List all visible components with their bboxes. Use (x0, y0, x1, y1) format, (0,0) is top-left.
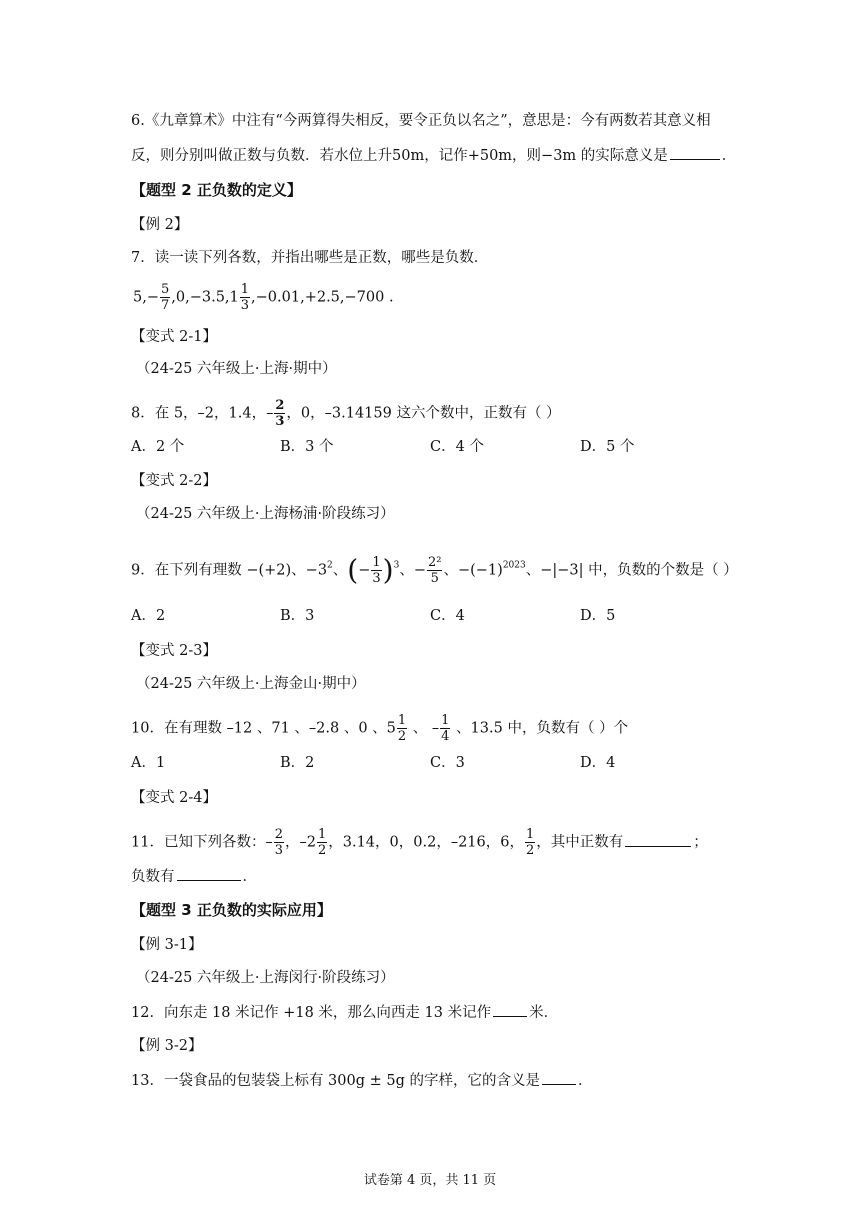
q7-f1-den: 7 (160, 298, 170, 313)
q9-post: 、−|−3| 中，负数的个数是（ ） (525, 562, 738, 579)
q8-option-b[interactable]: B．3 个 (280, 439, 334, 455)
q10-option-c[interactable]: C．3 (430, 755, 465, 771)
q11-positive-blank[interactable] (625, 832, 691, 847)
q9-f1-num: 1 (372, 555, 381, 570)
q10-fraction-2 (440, 713, 450, 744)
q9-f1-den: 3 (372, 571, 381, 586)
q7-seq-a: 5,− (133, 289, 159, 306)
q11-post: ，其中正数有 (536, 834, 624, 851)
q9-fraction-2 (427, 555, 442, 586)
variant-2-3-label: 【变式 2-3】 (131, 643, 217, 659)
q10-f1-num: 1 (397, 713, 407, 728)
q10-option-a[interactable]: A．1 (131, 755, 166, 771)
q9-option-d[interactable]: D．5 (580, 608, 616, 624)
q9-f2-den: 5 (430, 571, 439, 586)
q10-f2-num: 1 (441, 713, 450, 728)
type2-heading: 【题型 2 正负数的定义】 (131, 181, 302, 199)
q11-f2-den: 2 (317, 843, 327, 858)
q10-fraction-1 (397, 713, 407, 744)
q9-f2-num: 2² (427, 555, 442, 570)
q10-f2-den: 4 (441, 729, 450, 744)
variant-2-2-label: 【变式 2-2】 (131, 473, 217, 489)
q8-option-c[interactable]: C．4 个 (430, 439, 484, 455)
q9-left-paren: ( (347, 553, 359, 587)
variant-2-2-source: （24-25 六年级上·上海杨浦·阶段练习） (136, 506, 395, 522)
q8-pre: 8．在 5，–2，1.4，– (131, 405, 274, 422)
q8-f-den: 3 (275, 414, 285, 429)
example-3-1-label: 【例 3-1】 (131, 937, 203, 953)
q9-fraction-1 (371, 555, 381, 586)
q11-f1-num: 2 (274, 827, 283, 842)
q11-f1-den: 3 (274, 843, 283, 858)
q7-seq-c: ,−0.01,+2.5,−700 . (251, 289, 394, 306)
q7-f2-num: 1 (240, 282, 250, 297)
q13-text (131, 1070, 593, 1091)
q13-pre: 13．一袋食品的包装袋上标有 300g ± 5g 的字样，它的含义是 (131, 1073, 541, 1089)
q6-answer-blank[interactable] (670, 145, 720, 160)
q10-option-d[interactable]: D．4 (580, 755, 616, 771)
q10-mid: 、 – (408, 720, 440, 737)
q13-end: ． (578, 1073, 593, 1089)
q7-number-list (133, 282, 394, 313)
q11-negative-blank[interactable] (177, 866, 241, 881)
q11-mid2: ，3.14，0，0.2，–216，6， (328, 834, 524, 851)
q9-pre: 9．在下列有理数 −(+2)、−3 (131, 562, 328, 579)
q9-neg: − (358, 562, 371, 579)
q11-end2: ． (242, 869, 257, 885)
q10-f1-den: 2 (397, 729, 407, 744)
q12-answer-blank[interactable] (493, 1002, 527, 1017)
q8-option-a[interactable]: A．2 个 (131, 439, 185, 455)
q9-right-paren: ) (382, 553, 394, 587)
q9-option-a[interactable]: A．2 (131, 608, 166, 624)
q9-mid2: 、− (399, 562, 426, 579)
q11-end1: ； (693, 834, 708, 851)
q9-sup2: 3 (393, 560, 400, 571)
q7-fraction-1 (160, 282, 170, 313)
q11-fraction-3 (525, 827, 535, 858)
q9-text (131, 555, 738, 586)
q9-sup1: 2 (327, 560, 333, 571)
variant-2-4-label: 【变式 2-4】 (131, 790, 217, 806)
q11-pre: 11．已知下列各数：– (131, 834, 273, 851)
q11-f2-num: 1 (317, 827, 327, 842)
q11-mid1: ，–2 (284, 834, 316, 851)
q6-line1: 6.《九章算术》中注有“今两算得失相反，要令正负以名之”，意思是：今有两数若其意义相 (131, 113, 711, 129)
q9-sup3: 2023 (502, 560, 526, 571)
example2-label: 【例 2】 (131, 217, 189, 233)
q9-mid3: 、−(−1) (443, 562, 503, 579)
q10-pre: 10．在有理数 –12 、71 、–2.8 、0 、5 (131, 720, 396, 737)
q7-fraction-2 (240, 282, 250, 313)
variant-2-3-source: （24-25 六年级上·上海金山·期中） (136, 676, 366, 692)
q11-line2-text: 负数有 (131, 869, 175, 885)
q7-f2-den: 3 (240, 298, 250, 313)
q12-text (131, 1002, 558, 1023)
page-footer: 试卷第 4 页，共 11 页 (363, 1173, 497, 1188)
example-3-2-label: 【例 3-2】 (131, 1038, 203, 1054)
q6-line2 (131, 145, 736, 166)
variant-2-1-label: 【变式 2-1】 (131, 329, 217, 345)
variant-2-1-source: （24-25 六年级上·上海·期中） (136, 361, 337, 377)
example-3-1-source: （24-25 六年级上·上海闵行·阶段练习） (136, 970, 395, 986)
q9-mid1: 、 (332, 562, 348, 579)
q9-option-c[interactable]: C．4 (430, 608, 465, 624)
q10-post: 、13.5 中，负数有（ ）个 (451, 720, 629, 737)
q8-option-d[interactable]: D．5 个 (580, 439, 635, 455)
q10-text (131, 713, 628, 744)
type3-heading: 【题型 3 正负数的实际应用】 (131, 901, 332, 919)
q7-seq-b: ,0,−3.5,1 (171, 289, 239, 306)
q8-fraction (274, 398, 285, 429)
q11-fraction-2 (317, 827, 327, 858)
q8-post: ，0，–3.14159 这六个数中，正数有（ ） (286, 405, 561, 422)
q12-post: 米． (529, 1005, 559, 1021)
q11-text (131, 827, 708, 858)
q11-f3-den: 2 (525, 843, 535, 858)
q11-line2 (131, 866, 257, 887)
q13-answer-blank[interactable] (542, 1070, 576, 1085)
q11-f3-num: 1 (525, 827, 535, 842)
q12-pre: 12．向东走 18 米记作 +18 米，那么向西走 13 米记作 (131, 1005, 492, 1021)
q9-option-b[interactable]: B．3 (280, 608, 315, 624)
q8-f-num: 2 (275, 398, 285, 413)
q10-option-b[interactable]: B．2 (280, 755, 315, 771)
q7-f1-num: 5 (160, 282, 170, 297)
q8-text (131, 398, 561, 429)
q6-line2-text: 反，则分别叫做正数与负数．若水位上升50m，记作+50m，则−3m 的实际意义是 (131, 148, 668, 164)
q11-fraction-1 (274, 827, 284, 858)
q7-text: 7．读一读下列各数，并指出哪些是正数，哪些是负数． (131, 250, 489, 266)
q6-end: ． (721, 148, 737, 164)
